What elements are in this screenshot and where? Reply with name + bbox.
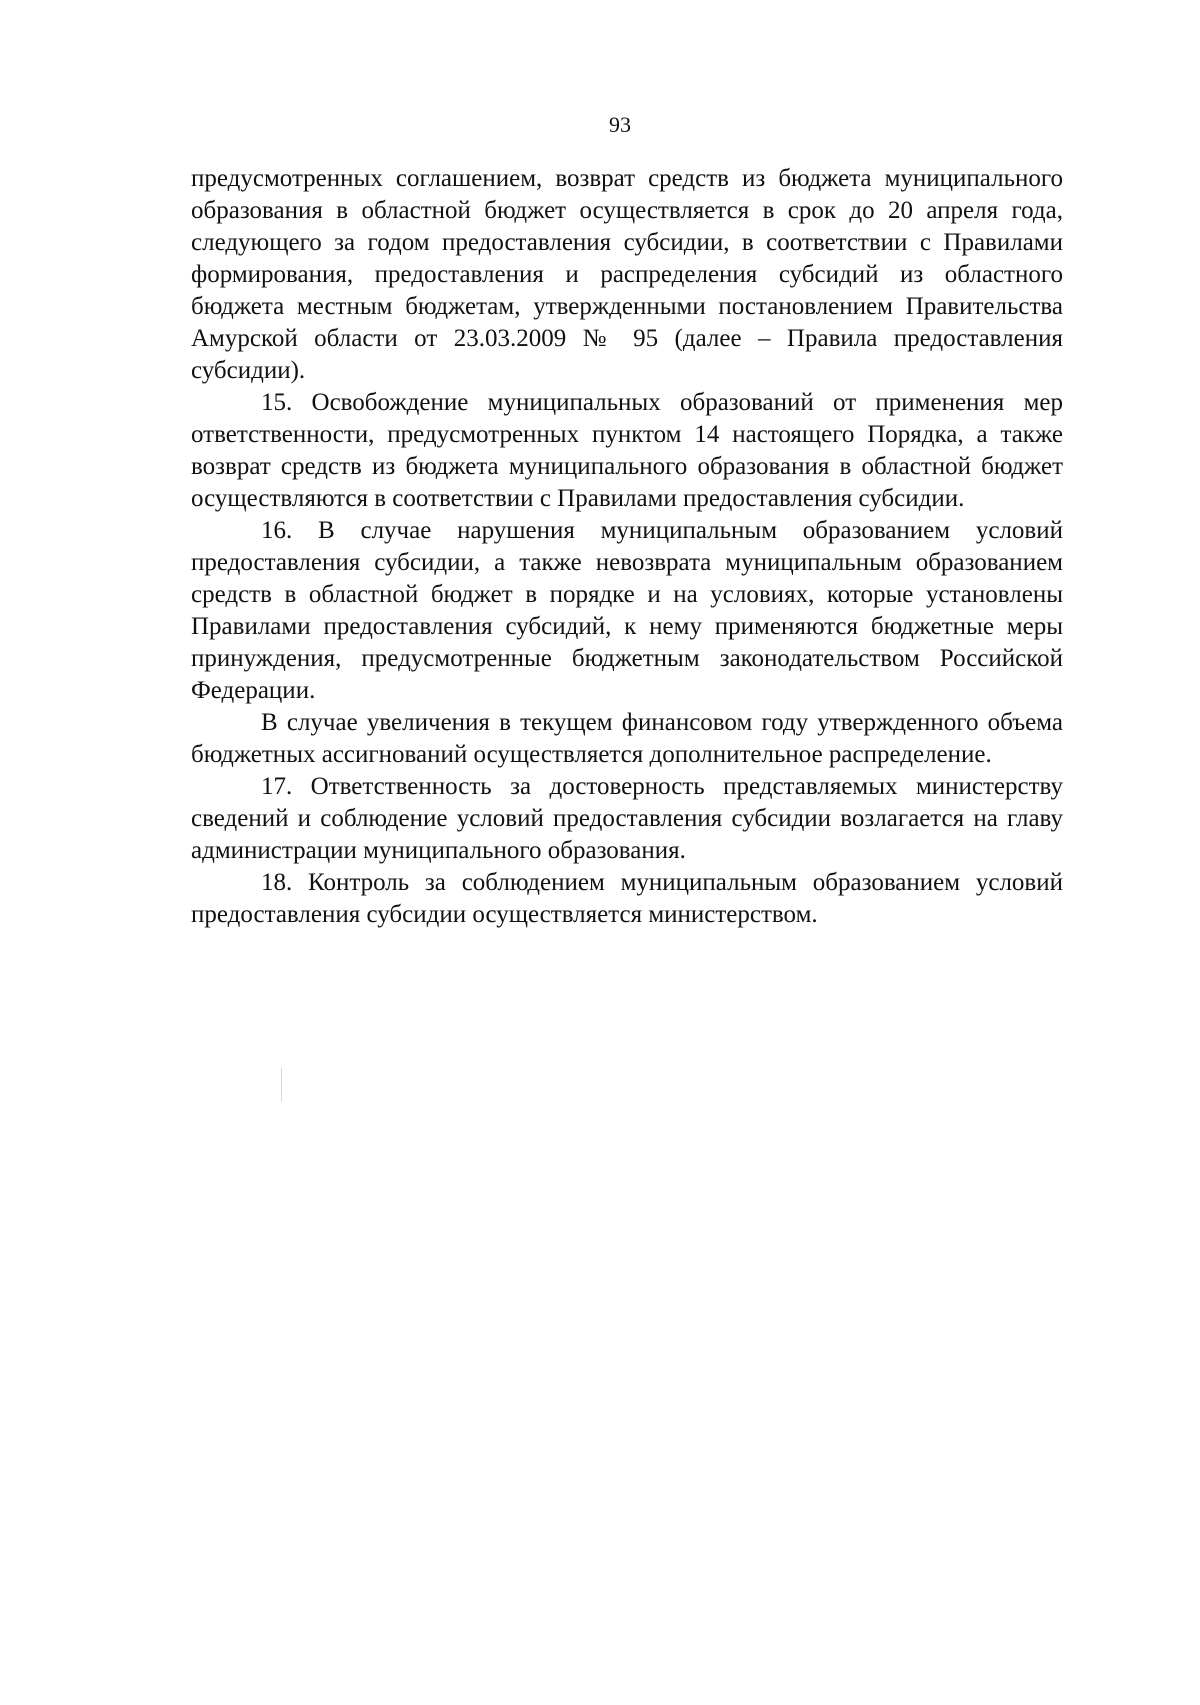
paragraph-16-addendum: В случае увеличения в текущем финансовом году утвержденного объема бюджетных ассигнований осуществляется дополнительное распределение. — [191, 709, 1063, 768]
paragraph-continuation: предусмотренных соглашением, возврат средств из бюджета муниципального образования в областной бюджет осуществляется в срок до 20 апреля года, следующего за годом предоставления субсидии, в соответствии с Правилами формирования, предоставления и распределения субсидий из областного бюджета местным бюджетам, утвержденными постановлением Правительства Амурской области от 23.03.2009 № 95 (далее – Правила предоставления субсидии). — [191, 165, 1063, 384]
paragraph-18: 18. Контроль за соблюдением муниципальным образованием условий предоставления субсидии осуществляется министерством. — [191, 869, 1063, 928]
paragraph-17: 17. Ответственность за достоверность представляемых министерству сведений и соблюдение условий предоставления субсидии возлагается на главу администрации муниципального образования. — [191, 773, 1063, 864]
paragraph-16: 16. В случае нарушения муниципальным образованием условий предоставления субсидии, а также невозврата муниципальным образованием средств в областной бюджет в порядке и на условиях, которые установлены Правилами предоставления субсидий, к нему применяются бюджетные меры принуждения, предусмотренные бюджетным законодательством Российской Федерации. — [191, 517, 1063, 704]
scan-artifact — [281, 1068, 282, 1102]
document-body — [191, 163, 1063, 931]
paragraph-15: 15. Освобождение муниципальных образований от применения мер ответственности, предусмотренных пунктом 14 настоящего Порядка, а также возврат средств из бюджета муниципального образования в областной бюджет осуществляются в соответствии с Правилами предоставления субсидии. — [191, 389, 1063, 512]
page-number: 93 — [609, 112, 631, 137]
